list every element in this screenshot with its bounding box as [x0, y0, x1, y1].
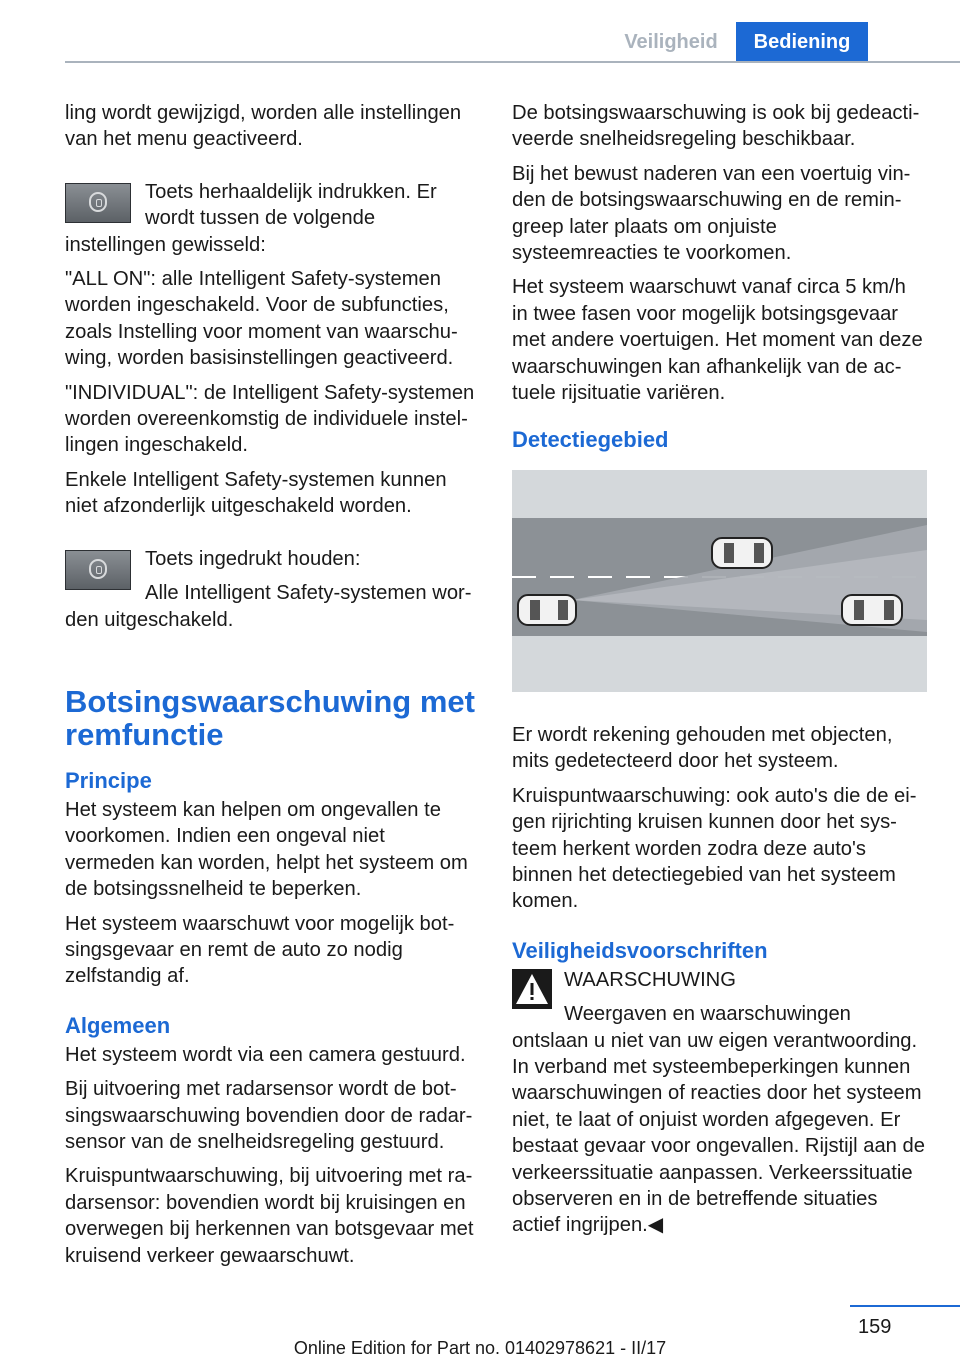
paragraph: Kruispuntwaarschuwing, bij uitvoering met radarsensor: bovendien wordt bij kruisingen en overwegen bij herkennen van botsgevaar met kruisend verkeer gewaarschuwt. — [65, 1165, 474, 1267]
car-front-icon — [712, 538, 772, 568]
subsection-title-principe: Principe — [65, 767, 152, 793]
header-divider — [65, 61, 960, 63]
paragraph: "INDIVIDUAL": de Intelligent Safety-systemen worden overeenkomstig de individuele instellingen ingeschakeld. — [65, 381, 475, 457]
paragraph: ling wordt gewijzigd, worden alle instellingen van het menu geactiveerd. — [65, 102, 462, 151]
paragraph: Enkele Intelligent Safety-systemen kunnen niet afzonderlijk uitgeschakeld worden. — [65, 468, 447, 518]
right-column — [512, 100, 927, 1247]
footer-edition: Online Edition for Part no. 01402978621 - II/17 — [293, 1338, 667, 1358]
tab-bediening[interactable]: Bediening — [736, 22, 868, 62]
warning-icon — [512, 969, 552, 1009]
paragraph: Het systeem wordt via een camera gestuurd. — [65, 1043, 466, 1066]
intelligent-safety-button-icon — [65, 183, 131, 223]
left-column — [65, 100, 480, 1277]
paragraph: Het systeem waarschuwt vanaf circa 5 km/h in twee fasen voor mogelijk botsingsgevaar met andere voertuigen. Het moment van deze waarschuwingen kan afhankelijk van de actuele rijsituatie variëren. — [512, 276, 923, 405]
paragraph: "ALL ON": alle Intelligent Safety-systemen worden ingeschakeld. Voor de subfuncties, zoals Instelling voor moment van waarschuwing, worden basisinstellingen geactiveerd. — [65, 268, 458, 370]
subsection-title-veiligheidsvoorschriften: Veiligheidsvoorschriften — [512, 937, 768, 963]
paragraph: Het systeem waarschuwt voor mogelijk botsingsgevaar en remt de auto zo nodig zelfstandig af. — [65, 912, 455, 988]
subsection-title-algemeen: Algemeen — [65, 1012, 171, 1038]
tab-veiligheid[interactable]: Veiligheid — [624, 31, 718, 53]
section-title: Botsingswaarschuwing met remfunctie — [65, 683, 475, 752]
car-adjacent-icon — [842, 595, 902, 625]
paragraph: Toets herhaaldelijk indrukken. Er wordt tussen de volgende instellingen gewisseld: — [65, 180, 437, 256]
paragraph: Kruispuntwaarschuwing: ook auto's die de eigen rijrichting kruisen kunnen door het systeem herkent worden zodra deze auto's binnen het detectiegebied van het systeem komen. — [512, 784, 917, 913]
warning-title: WAARSCHUWING — [564, 968, 736, 991]
paragraph: Er wordt rekening gehouden met objecten, mits gedetecteerd door het systeem. — [512, 723, 893, 773]
paragraph: Het systeem kan helpen om ongevallen te voorkomen. Indien een ongeval niet vermeden kan worden, helpt het systeem om de botsingssnelheid te beperken. — [65, 798, 468, 901]
page-number: 159 — [858, 1316, 892, 1338]
paragraph: Alle Intelligent Safety-systemen worden uitgeschakeld. — [65, 582, 472, 631]
footer-divider — [850, 1305, 960, 1307]
paragraph: Bij het bewust naderen van een voertuig vinden de botsingswaarschuwing en de remingreep later plaats om onjuiste systeemreacties te voorkomen. — [512, 162, 911, 265]
car-own-icon — [518, 595, 576, 625]
paragraph: Bij uitvoering met radarsensor wordt de botsingswaarschuwing bovendien door de radarsensor van de snelheidsregeling gestuurd. — [65, 1078, 473, 1153]
intelligent-safety-button-icon — [65, 550, 131, 590]
paragraph: Toets ingedrukt houden: — [145, 547, 361, 570]
paragraph: De botsingswaarschuwing is ook bij gedeactiveerde snelheidsregeling beschikbaar. — [512, 102, 920, 151]
subsection-title-detectiegebied: Detectiegebied — [512, 427, 669, 453]
warning-text: Weergaven en waarschuwingen ontslaan u niet van uw eigen verantwoording. In verband met systeembeperkingen kunnen waarschuwingen of reacties door het systeem niet, te laat of onjuist worden afgegeven. Er bestaat gevaar voor ongevallen. Rijstijl aan de verkeerssituatie aanpassen. Verkeerssituatie observeren en in de betreffende situaties actief ingrijpen.◀ — [512, 1003, 925, 1237]
detection-area-illustration — [512, 470, 927, 692]
